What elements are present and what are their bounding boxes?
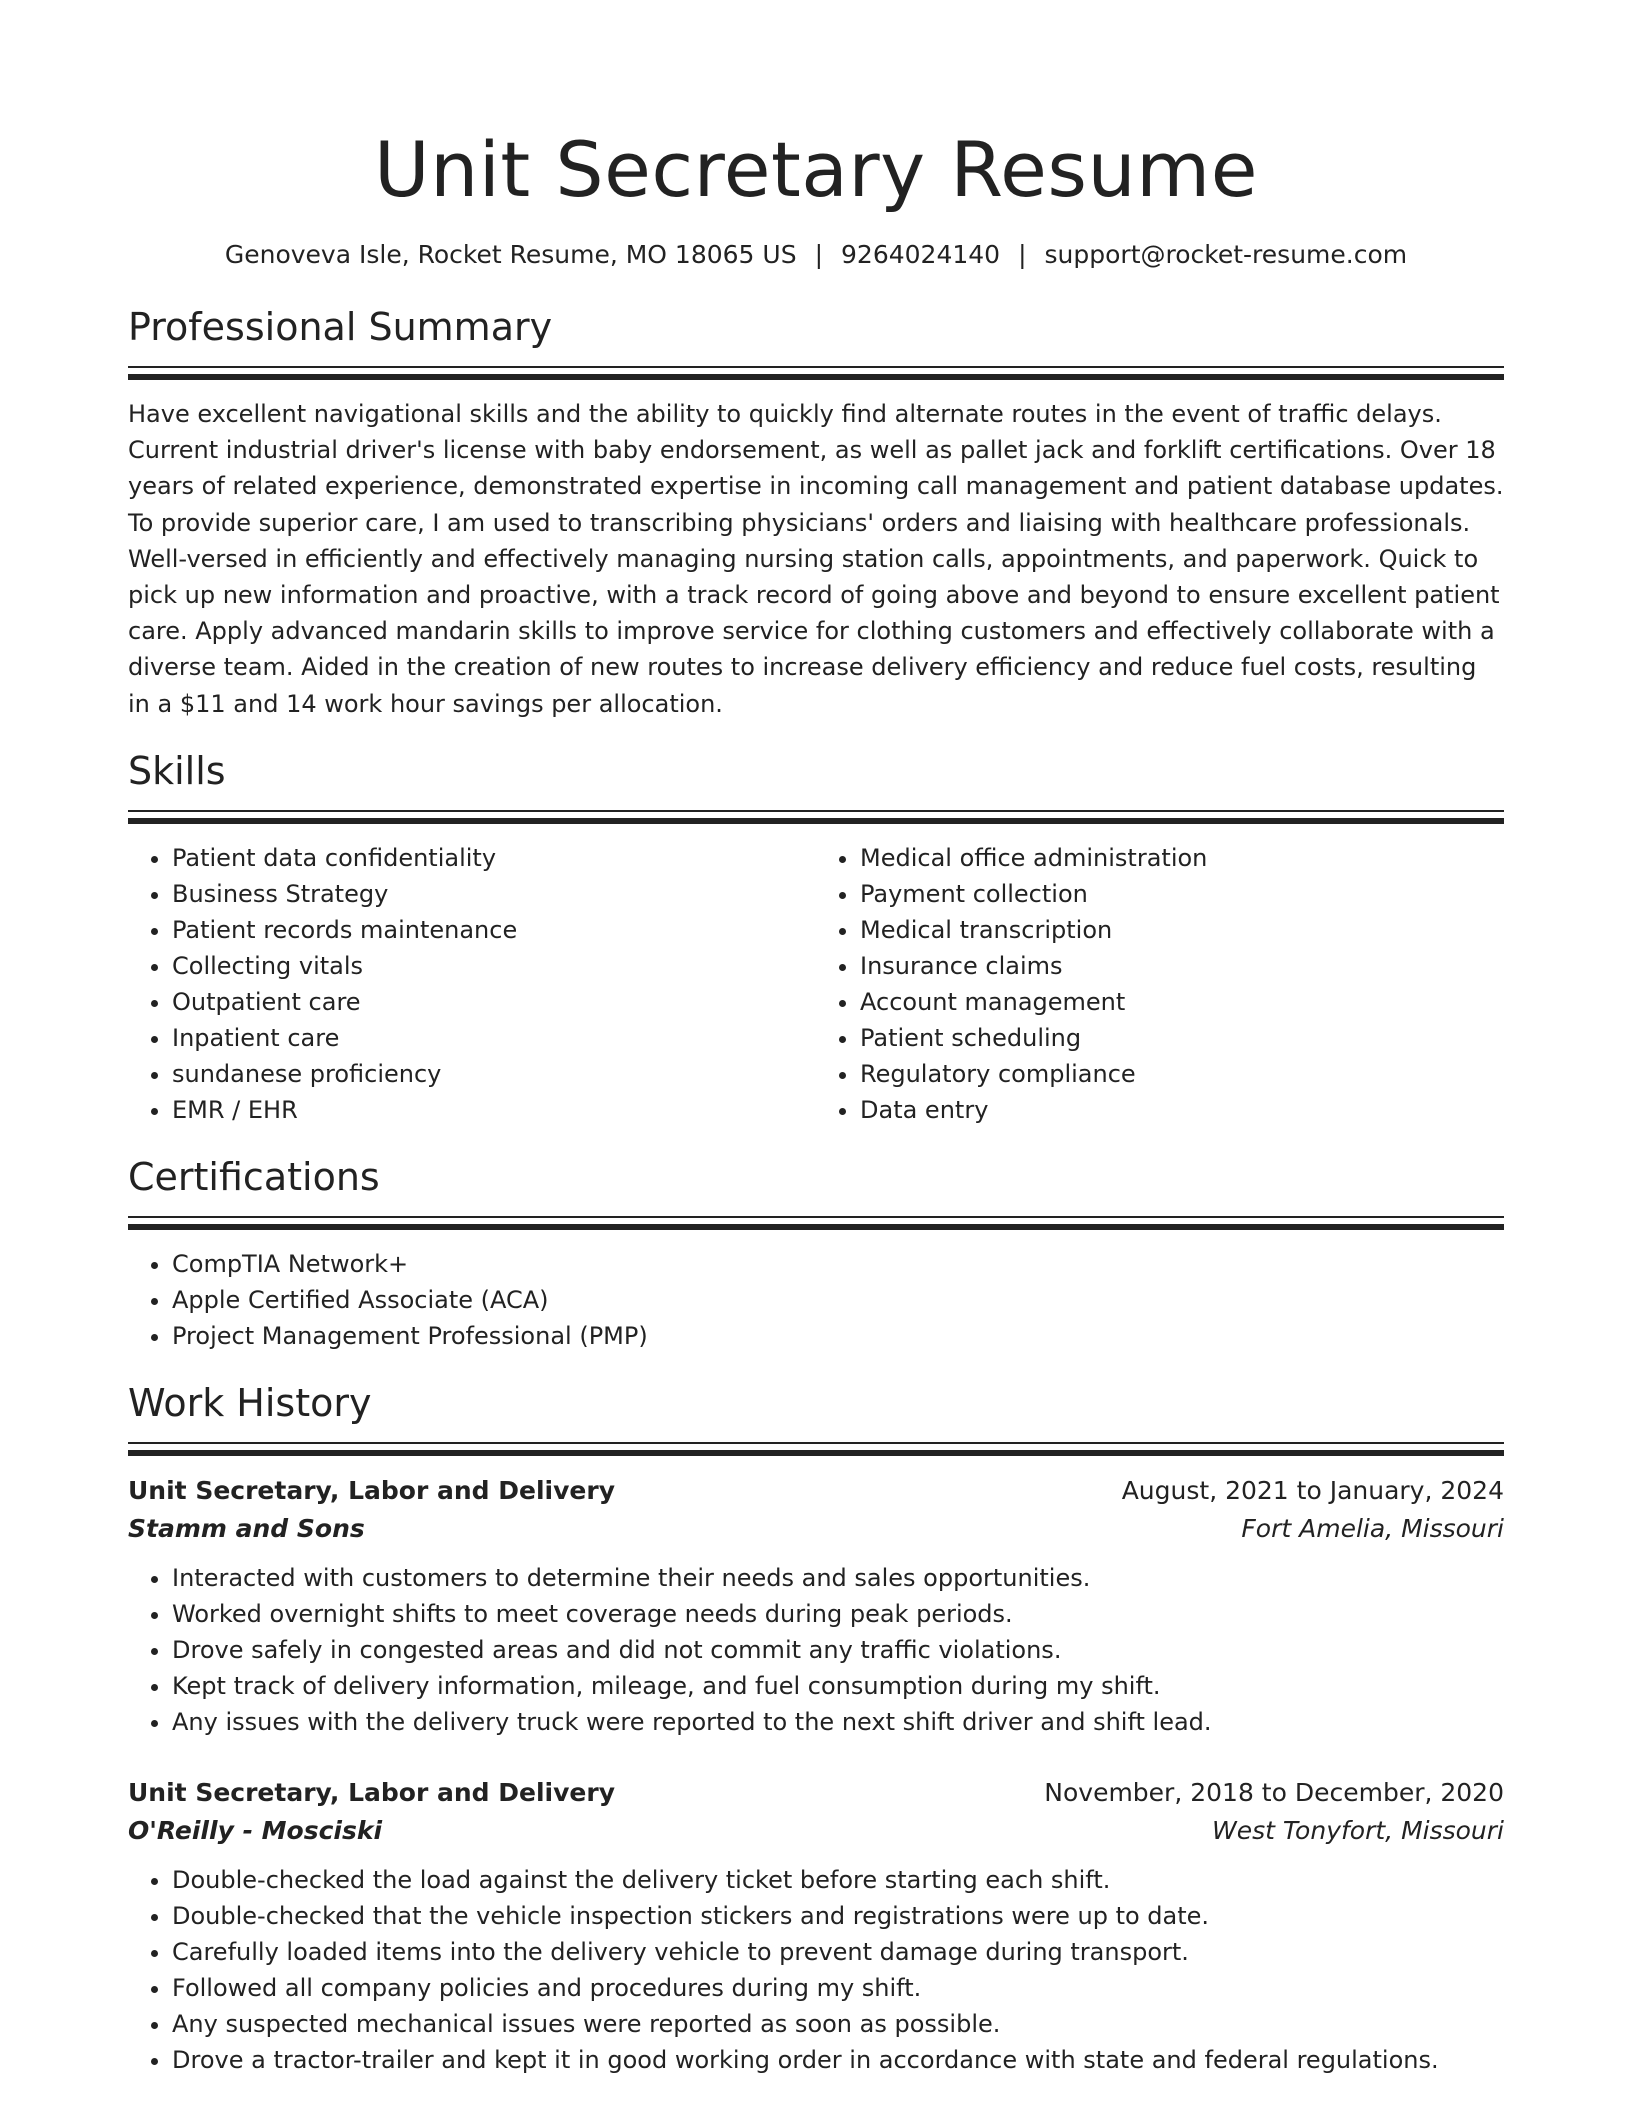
job-header-row xyxy=(128,1774,1504,1812)
job-bullet: • Worked overnight shifts to meet coverage needs during peak periods. xyxy=(172,1596,1504,1632)
contact-line xyxy=(128,238,1504,272)
skill-item: • Outpatient care xyxy=(172,984,816,1020)
skills-section xyxy=(128,746,1504,1128)
skills-list-left xyxy=(128,840,816,1128)
job-bullet: • Double-checked that the vehicle inspection stickers and registrations were up to date. xyxy=(172,1898,1504,1934)
certifications-list xyxy=(128,1246,1504,1354)
job-bullet: • Double-checked the load against the delivery ticket before starting each shift. xyxy=(172,1862,1504,1898)
certification-item: • Apple Certified Associate (ACA) xyxy=(172,1282,1504,1318)
resume-page xyxy=(128,118,1504,2078)
skill-item: • Account management xyxy=(860,984,1504,1020)
skill-item: • Data entry xyxy=(860,1092,1504,1128)
skill-item: • Payment collection xyxy=(860,876,1504,912)
certification-item: • Project Management Professional (PMP) xyxy=(172,1318,1504,1354)
skill-item: • Patient data confidentiality xyxy=(172,840,816,876)
summary-heading: Professional Summary xyxy=(128,305,553,349)
skill-item: • Business Strategy xyxy=(172,876,816,912)
contact-phone: 9264024140 xyxy=(841,240,1001,269)
job-entry xyxy=(128,1774,1504,2078)
skills-heading: Skills xyxy=(128,748,226,793)
skill-item: • Patient records maintenance xyxy=(172,912,816,948)
skills-grid xyxy=(128,840,1504,1128)
certification-item: • CompTIA Network+ xyxy=(172,1246,1504,1282)
work-history-section xyxy=(128,1378,1504,2078)
contact-separator: | xyxy=(814,240,824,269)
summary-section xyxy=(128,302,1504,722)
job-location: Fort Amelia, Missouri xyxy=(1241,1513,1504,1543)
contact-separator: | xyxy=(1018,240,1027,269)
section-divider xyxy=(128,810,1504,824)
job-bullet: • Carefully loaded items into the delivery vehicle to prevent damage during transport. xyxy=(172,1934,1504,1970)
contact-email[interactable]: support@rocket-resume.com xyxy=(1044,240,1408,269)
job-bullet: • Any issues with the delivery truck were reported to the next shift driver and shift lead. xyxy=(172,1704,1504,1740)
section-divider xyxy=(128,1442,1504,1456)
section-divider xyxy=(128,1216,1504,1230)
section-divider xyxy=(128,366,1504,380)
work-history-heading: Work History xyxy=(128,1380,372,1425)
skill-item: • Regulatory compliance xyxy=(860,1056,1504,1092)
job-bullets xyxy=(128,1862,1504,2078)
skill-item: • Insurance claims xyxy=(860,948,1504,984)
job-bullet: • Any suspected mechanical issues were reported as soon as possible. xyxy=(172,2006,1504,2042)
job-bullet: • Interacted with customers to determine their needs and sales opportunities. xyxy=(172,1560,1504,1596)
contact-address: Genoveva Isle, Rocket Resume, MO 18065 US xyxy=(224,240,797,269)
job-subheader-row xyxy=(128,1812,1504,1850)
job-dates: November, 2018 to December, 2020 xyxy=(1044,1777,1504,1807)
summary-text: Have excellent navigational skills and the ability to quickly find alternate routes in the event of traffic delays. Current industrial driver's license with baby endorsement, as well as pallet jack and forklift certifications. Over 18 years of related experience, demonstrated expertise in incoming call management and patient database updates. To provide superior care, I am used to transcribing physicians' orders and liaising with healthcare professionals. Well-versed in efficiently and effectively managing nursing station calls, appointments, and paperwork. Quick to pick up new information and proactive, with a track record of going above and beyond to ensure excellent patient care. Apply advanced mandarin skills to improve service for clothing customers and effectively collaborate with a diverse team. Aided in the creation of new routes to increase delivery efficiency and reduce fuel costs, resulting in a $11 and 14 work hour savings per allocation. xyxy=(128,400,1504,718)
certifications-section xyxy=(128,1152,1504,1354)
job-title: Unit Secretary, Labor and Delivery xyxy=(128,1777,615,1807)
job-subheader-row xyxy=(128,1510,1504,1548)
job-bullets xyxy=(128,1560,1504,1740)
job-location: West Tonyfort, Missouri xyxy=(1212,1815,1504,1845)
job-header-row xyxy=(128,1472,1504,1510)
resume-title: Unit Secretary Resume xyxy=(374,125,1258,214)
skill-item: • Medical transcription xyxy=(860,912,1504,948)
job-bullet: • Followed all company policies and procedures during my shift. xyxy=(172,1970,1504,2006)
skill-item: • sundanese proficiency xyxy=(172,1056,816,1092)
certifications-heading: Certifications xyxy=(128,1154,380,1199)
job-title: Unit Secretary, Labor and Delivery xyxy=(128,1475,615,1505)
job-bullet: • Kept track of delivery information, mileage, and fuel consumption during my shift. xyxy=(172,1668,1504,1704)
job-company: Stamm and Sons xyxy=(128,1513,365,1543)
job-bullet: • Drove safely in congested areas and did not commit any traffic violations. xyxy=(172,1632,1504,1668)
skill-item: • Medical office administration xyxy=(860,840,1504,876)
skill-item: • EMR / EHR xyxy=(172,1092,816,1128)
job-entry xyxy=(128,1472,1504,1740)
job-bullet: • Drove a tractor-trailer and kept it in good working order in accordance with state and federal regulations. xyxy=(172,2042,1504,2078)
skill-item: • Collecting vitals xyxy=(172,948,816,984)
job-dates: August, 2021 to January, 2024 xyxy=(1121,1475,1504,1505)
skill-item: • Patient scheduling xyxy=(860,1020,1504,1056)
skill-item: • Inpatient care xyxy=(172,1020,816,1056)
job-company: O'Reilly - Mosciski xyxy=(128,1815,383,1845)
skills-list-right xyxy=(816,840,1504,1128)
